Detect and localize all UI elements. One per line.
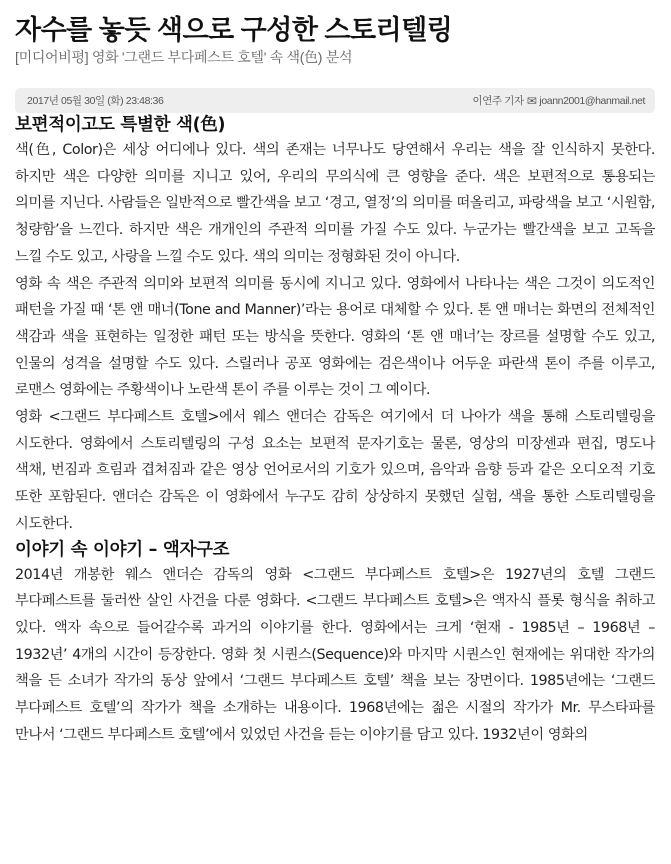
- article-subtitle: [미디어비평] 영화 '그랜드 부다페스트 호텔' 속 색(色) 분석: [15, 49, 353, 65]
- section-heading: 보편적이고도 특별한 색(色): [15, 115, 226, 135]
- paragraph: 2014년 개봉한 웨스 앤더슨 감독의 영화 <그랜드 부다페스트 호텔>은 1927년의 호텔 그랜드 부다페스트를 둘러싼 살인 사건을 다룬 영화다. <그랜드 부다페스트 호텔>은 액자식 플롯 형식을 취하고 있다. 액자 속으로 들어갈수록 과거의 이야기를 한다. 영화에서는 크게 ‘현재 - 1985년 – 1968년 – 1932년’ 4개의 시간이 등장한다. 영화 첫 시퀀스(Sequence)와 마지막 시퀀스인 현재에는 위대한 작가의 책을 든 소녀가 작가의 동상 앞에서 ‘그랜드 부다페스트 호텔’ 책을 보는 장면이다. 1985년에는 ‘그랜드 부다페스트 호텔’의 작가가 책을 소개하는 내용이다. 1968년에는 젊은 시절의 작가가 Mr. 무스타파를 만나서 ‘그랜드 부다페스트 호텔’에서 있었던 사건을 듣는 이야기를 담고 있다. 1932년이 영화의: [15, 566, 655, 743]
- article-title: 자수를 놓듯 색으로 구성한 스토리텔링: [15, 15, 453, 45]
- author-name: 이연주 기자: [472, 95, 524, 107]
- article-meta-bar: [15, 88, 655, 113]
- author-email[interactable]: joann2001@hanmail.net: [539, 94, 645, 107]
- publish-date: 2017년 05월 30일 (화) 23:48:36: [27, 95, 164, 107]
- paragraph: 영화 속 색은 주관적 의미와 보편적 의미를 동시에 지니고 있다. 영화에서 나타나는 색은 그것이 의도적인 패턴을 가질 때 ‘톤 앤 매너(Tone and Manner)’라는 용어로 대체할 수 있다. 톤 앤 매너는 화면의 전체적인 색감과 색을 표현하는 일정한 패턴 또는 방식을 뜻한다. 영화의 ‘톤 앤 매너’는 장르를 설명할 수도 있고, 인물의 성격을 설명할 수도 있다. 스릴러나 공포 영화에는 검은색이나 어두운 파란색 톤이 주를 이루고, 로맨스 영화에는 주황색이나 노란색 톤이 주를 이루는 것이 그 예이다.: [15, 275, 655, 399]
- byline: [473, 93, 645, 108]
- section-heading: 이야기 속 이야기 – 액자구조: [15, 539, 230, 560]
- envelope-icon[interactable]: ✉: [526, 93, 537, 108]
- paragraph: 영화 <그랜드 부다페스트 호텔>에서 웨스 앤더슨 감독은 여기에서 더 나아가 색을 통해 스토리텔링을 시도한다. 영화에서 스토리텔링의 구성 요소는 보편적 문자기호는 물론, 영상의 미장센과 편집, 명도나 색채, 번짐과 흐림과 겹쳐짐과 같은 영상 언어로서의 기호가 있으며, 음악과 음향 등과 같은 오디오적 기호 또한 포함된다. 앤더슨 감독은 이 영화에서 누구도 감히 상상하지 못했던 실험, 색을 통한 스토리텔링을 시도한다.: [15, 409, 655, 532]
- paragraph: 색(色, Color)은 세상 어디에나 있다. 색의 존재는 너무나도 당연해서 우리는 색을 잘 인식하지 못한다. 하지만 색은 다양한 의미를 지니고 있어, 우리의 무의식에 큰 영향을 준다. 색은 보편적으로 통용되는 의미를 지닌다. 사람들은 일반적으로 빨간색을 보고 ‘경고, 열정’의 의미를 떠올리고, 파랑색을 보고 ‘시원함, 청량함’을 느낀다. 하지만 색은 개개인의 주관적 의미를 가질 수도 있다. 누군가는 빨간색을 보고 고독을 느낄 수도 있고, 사랑을 느낄 수도 있다. 색의 의미는 정형화된 것이 아니다.: [15, 142, 655, 265]
